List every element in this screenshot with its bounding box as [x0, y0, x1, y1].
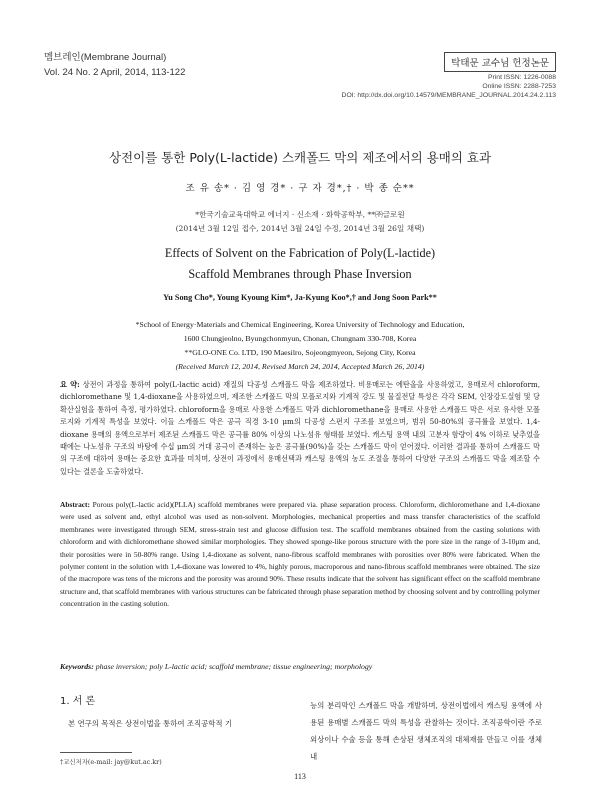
footnote-divider — [60, 752, 132, 753]
english-abstract-text: Porous poly(L-lactic acid)(PLLA) scaffold membranes were prepared via. phase separation process. Chloroform, dichloromethane and 1,4-dioxane were used as solvent and, ethyl alcohol was used as non-solvent. Morphologies, mechanical properties and mass transfer characteristics of the scaffold membranes were investigated through SEM, stress-strain test and glucose diffusion test. The scaffold membranes obtained from the casting solutions with chloroform and with dichloromethane showed similar morphologies. They showed sponge-like porous structure with the pore size in the range of 3-10μm and, their porosities were in 50-80% range. Using 1,4-dioxane as solvent, nano-fibrous scaffold membranes with porosities over 80% were fabricated. When the polymer content in the solution with 1,4-dioxane was lowered to 4%, highly porous, macroporous and nano-fibrous scaffold membranes were obtained. The size of the macropore was tens of the microns and the porosity was around 90%. These results indicate that the solvent has significant effect on the scaffold membrane structure and, that scaffold membranes with various structures can be fabricated through phase separation method by choosing solvent and by controlling polymer concentration in the casting solution. — [60, 500, 540, 609]
journal-volume: Vol. 24 No. 2 April, 2014, 113-122 — [44, 67, 186, 78]
korean-abstract-label: 요 약: — [60, 380, 80, 389]
english-title-line1: Effects of Solvent on the Fabrication of Poly(L-lactide) — [164, 246, 436, 260]
issn-block — [342, 73, 556, 100]
keywords-text: phase inversion; poly L-lactic acid; scaffold membrane; tissue engineering; morphology — [95, 662, 373, 671]
body-text-right: 능의 분리막인 스캐폴드 막을 개발하며, 상전이법에서 캐스팅 용액에 사용된 용매별 스캐폴드 막의 특성을 관찰하는 것이다. 조직공학이란 주로 외상이나 수술 등을 통해 손상된 생체조직의 대체재를 만들고 이를 생체 내 — [310, 701, 542, 761]
english-title-line2: Scaffold Membranes through Phase Inversion — [188, 267, 412, 281]
online-issn: Online ISSN: 2288-7253 — [482, 83, 556, 90]
page-number: 113 — [294, 772, 306, 781]
korean-affiliation: *한국기술교육대학교 에너지 · 신소재 · 화학공학부, **㈜글로원 — [195, 210, 405, 219]
english-abstract — [60, 499, 540, 611]
english-abstract-label: Abstract: — [60, 500, 90, 509]
keywords — [60, 662, 540, 671]
korean-title: 상전이를 통한 Poly(L-lactide) 스캐폴드 막의 제조에서의 용매의 효과 — [108, 150, 492, 165]
dedication-badge: 탁태문 교수님 헌정논문 — [444, 52, 556, 72]
korean-affiliation-block — [0, 208, 600, 236]
korean-abstract-text: 상전이 과정을 통하여 poly(L-lactic acid) 재질의 다공성 스캐폴드 막을 제조하였다. 비용매로는 에탄올을 사용하였고, 용매로서 chloroform, dichloromethane 및 1,4-dioxane을 사용하였으며, 제조한 스캐폴드 막의 모폴로지와 기계적 강도 및 물질전달 특성은 각각 SEM, 인장강도실험 및 당 확산실험을 통하여 측정, 평가하였다. chloroform을 용매로 사용한 스캐폴드 막과 dichloromethane을 용매로 사용한 스캐폴드 막은 서로 유사한 모폴로지와 기계적 특성을 보였다. 이들 스캐폴드 막은 공극 직경 3-10 μm의 다공성 스펀지 구조를 보였으며, 범위 50-80%의 공극률을 보였다. 1,4-dioxane 용매의 용액으로부터 제조된 스캐폴드 막은 공극률 80% 이상의 나노섬유 형태를 보였다. 캐스팅 용액 내의 고분자 함량이 4% 이하로 낮추었을 때에는 나노섬유 구조의 바탕에 수십 μm의 거대 공극이 존재하는 높은 공극률(90%)을 갖는 스캐폴드 막이 얻어졌다. 이러한 결과를 통하여 스캐폴드 막의 구조에 대하여 용매는 중요한 효과를 미치며, 상전이 과정에서 용매선택과 캐스팅 용액의 농도 조절을 통하여 다양한 구조의 스캐폴드 막을 제조할 수 있다는 결론을 도출하였다. — [60, 380, 540, 476]
english-authors: Yu Song Cho*, Young Kyoung Kim*, Ja-Kyung Koo*,† and Jong Soon Park** — [163, 293, 437, 302]
english-affiliation-line1: *School of Energy·Materials and Chemical Engineering, Korea University of Technology and Education, — [135, 320, 465, 329]
english-affiliation-block — [60, 318, 540, 374]
english-dates: (Received March 12, 2014, Revised March 24, 2014, Accepted March 26, 2014) — [175, 362, 425, 371]
english-affiliation-line3: **GLO-ONE Co. LTD, 190 Maesilro, Sojeongmyeon, Sejong City, Korea — [184, 348, 416, 357]
section-heading: 1. 서 론 — [60, 696, 96, 707]
body-text-left: 본 연구의 목적은 상전이법을 통하여 조직공학적 기 — [68, 719, 233, 728]
english-title — [0, 243, 600, 285]
korean-authors: 조 유 송* · 김 영 경* · 구 자 경*,† · 박 종 순** — [185, 183, 415, 194]
korean-dates: (2014년 3월 12일 접수, 2014년 3월 24일 수정, 2014년 3월 26일 채택) — [175, 224, 425, 233]
english-affiliation-line2: 1600 Chungjeolno, Byungchonmyun, Chonan, Chungnam 330-708, Korea — [183, 334, 417, 343]
keywords-label: Keywords: — [60, 662, 94, 671]
korean-abstract — [60, 379, 540, 478]
journal-name: 멤브레인(Membrane Journal) — [44, 52, 167, 63]
corresponding-author-footnote: †교신저자(e-mail: jay@kut.ac.kr) — [60, 758, 162, 766]
print-issn: Print ISSN: 1226-0088 — [487, 74, 556, 81]
doi-link[interactable]: DOI: http://dx.doi.org/10.14579/MEMBRANE_JOURNAL.2014.24.2.113 — [341, 92, 556, 99]
journal-info — [44, 50, 185, 80]
